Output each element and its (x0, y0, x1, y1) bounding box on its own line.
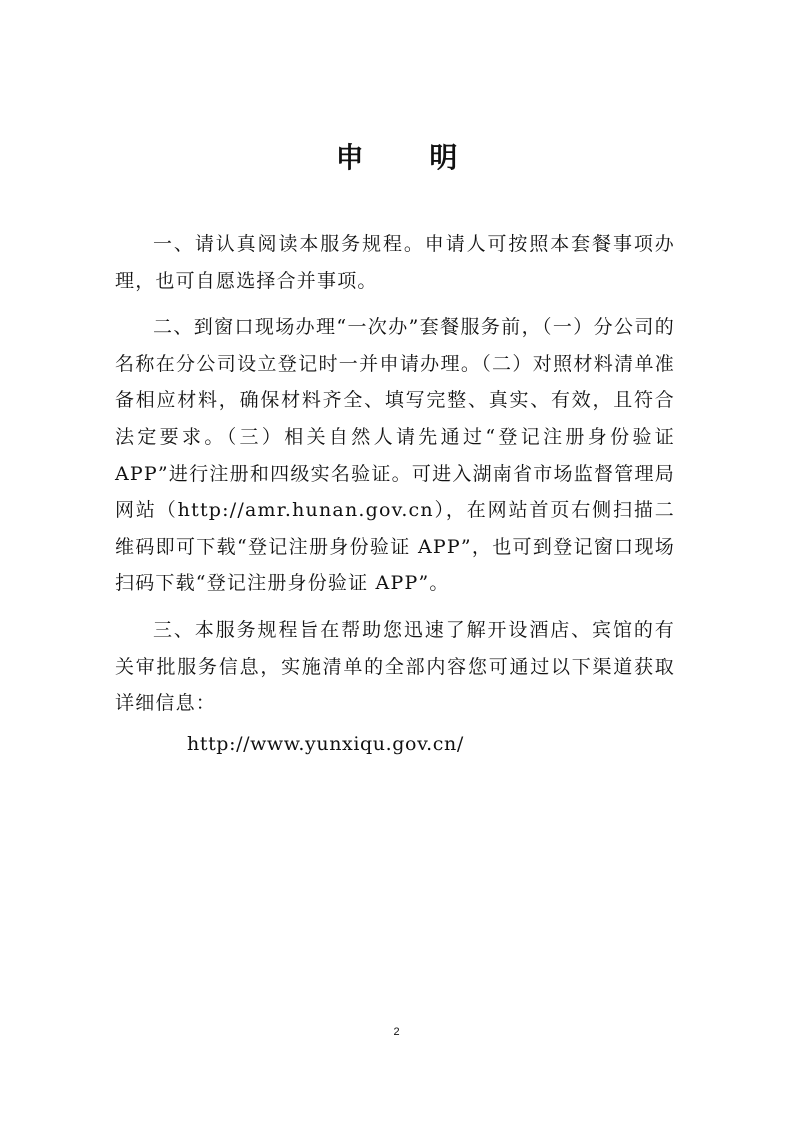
info-url-link[interactable]: http://www.yunxiqu.gov.cn/ (187, 732, 464, 755)
page-title: 申 明 (335, 141, 486, 174)
paragraph-3: 三、本服务规程旨在帮助您迅速了解开设酒店、宾馆的有关审批服务信息，实施清单的全部内容您可通过以下渠道获取详细信息： (115, 618, 675, 715)
document-body (115, 226, 675, 762)
page-number: 2 (393, 1026, 400, 1038)
paragraph-1: 一、请认真阅读本服务规程。申请人可按照本套餐事项办理，也可自愿选择合并事项。 (115, 233, 675, 292)
paragraph-2: 二、到窗口现场办理“一次办”套餐服务前，（一）分公司的名称在分公司设立登记时一并申请办理。（二）对照材料清单准备相应材料，确保材料齐全、填写完整、真实、有效，且符合法定要求。（三）相关自然人请先通过“登记注册身份验证 APP”进行注册和四级实名验证。可进入湖南省市场监督管理局网站（http://amr.hunan.gov.cn），在网站首页右侧扫描二维码即可下载“登记注册身份验证 APP”，也可到登记窗口现场扫码下载“登记注册身份验证 APP”。 (115, 316, 675, 595)
